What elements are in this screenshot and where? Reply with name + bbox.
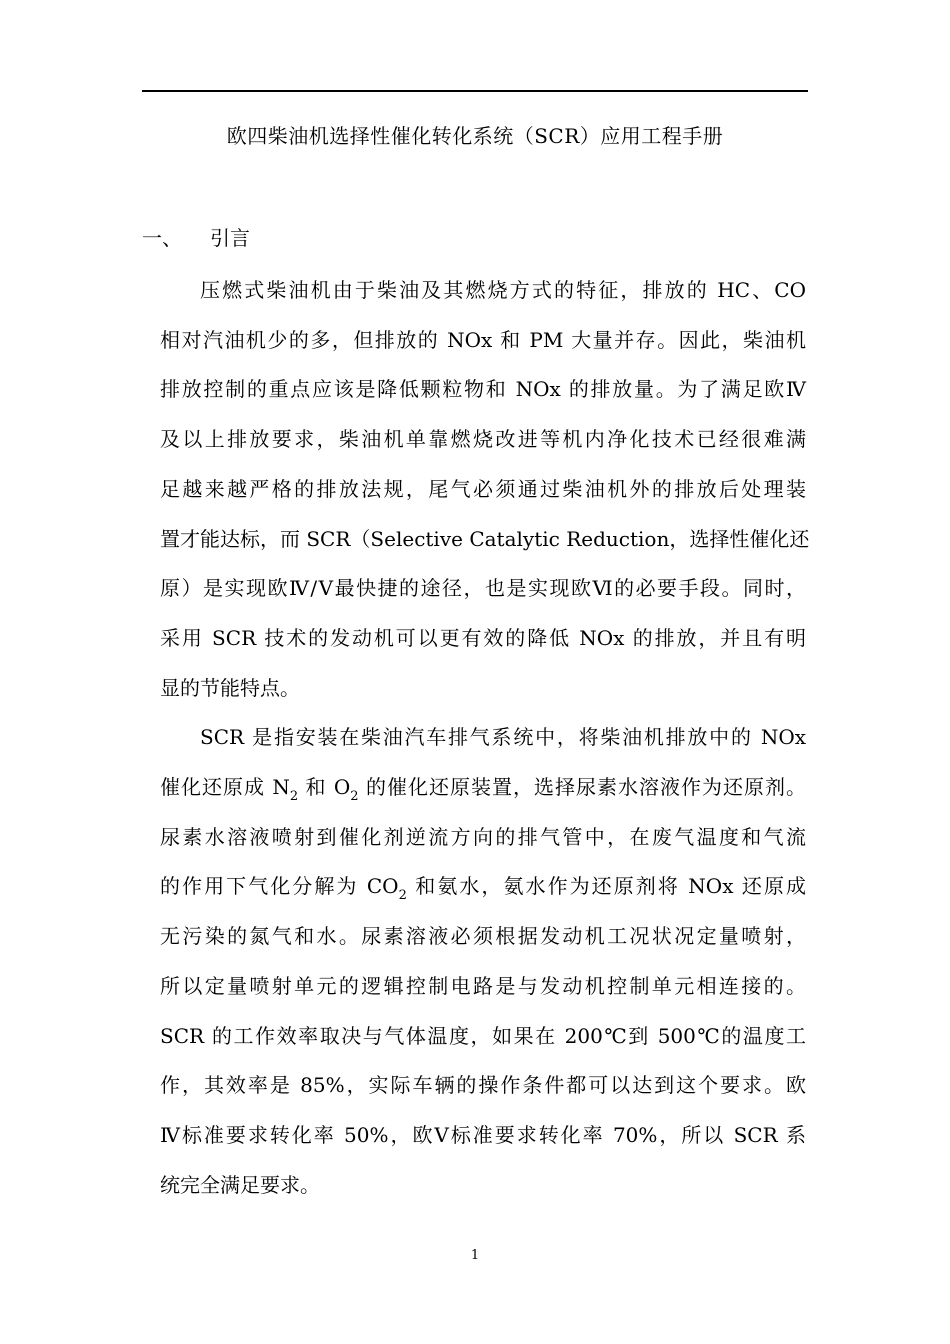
text-line: 作，其效率是 85%，实际车辆的操作条件都可以达到这个要求。欧 [160,1073,806,1098]
body-text [160,266,810,1210]
document-title: 欧四柴油机选择性催化转化系统（SCR）应用工程手册 [226,124,724,148]
text-line: Ⅳ标准要求转化率 50%，欧Ⅴ标准要求转化率 70%，所以 SCR 系 [160,1122,806,1147]
paragraph [160,713,806,1210]
text-line: 显的节能特点。 [160,675,300,700]
text-line: 及以上排放要求，柴油机单靠燃烧改进等机内净化技术已经很难满 [160,427,806,452]
text-line: SCR 是指安装在柴油汽车排气系统中，将柴油机排放中的 NOx [200,725,806,750]
text-line: 原）是实现欧Ⅳ/Ⅴ最快捷的途径，也是实现欧Ⅵ的必要手段。同时， [160,576,806,601]
text-line: 催化还原成 $N_2$ 和 $O_2$ 的催化还原装置，选择尿素水溶液作为还原剂。 [160,775,807,805]
section-number: 一、 [142,226,182,250]
text-line: 相对汽油机少的多，但排放的 NOx 和 PM 大量并存。因此，柴油机 [160,327,806,352]
text-line: 的作用下气化分解为 $CO_2$ 和氨水，氨水作为还原剂将 NOx 还原成 [160,874,806,904]
text-line: 无污染的氮气和水。尿素溶液必须根据发动机工况状况定量喷射， [160,924,806,949]
paragraph [160,266,810,713]
text-line: 所以定量喷射单元的逻辑控制电路是与发动机控制单元相连接的。 [160,973,806,998]
text-line: 足越来越严格的排放法规，尾气必须通过柴油机外的排放后处理装 [160,476,806,501]
section-title: 引言 [210,226,250,250]
text-line: 置才能达标，而 SCR（Selective Catalytic Reduction，选择性催化还 [160,526,810,551]
page-number: 1 [470,1248,480,1263]
section-heading [142,222,250,254]
text-line: 排放控制的重点应该是降低颗粒物和 NOx 的排放量。为了满足欧Ⅳ [160,377,806,402]
text-line: 压燃式柴油机由于柴油及其燃烧方式的特征，排放的 HC、CO [200,278,806,302]
text-line: 尿素水溶液喷射到催化剂逆流方向的排气管中，在废气温度和气流 [160,824,806,849]
text-line: SCR 的工作效率取决与气体温度，如果在 200℃到 500℃的温度工 [160,1023,806,1048]
header-rule [142,90,808,92]
text-line: 采用 SCR 技术的发动机可以更有效的降低 NOx 的排放，并且有明 [160,625,806,650]
text-line: 统完全满足要求。 [160,1172,320,1197]
